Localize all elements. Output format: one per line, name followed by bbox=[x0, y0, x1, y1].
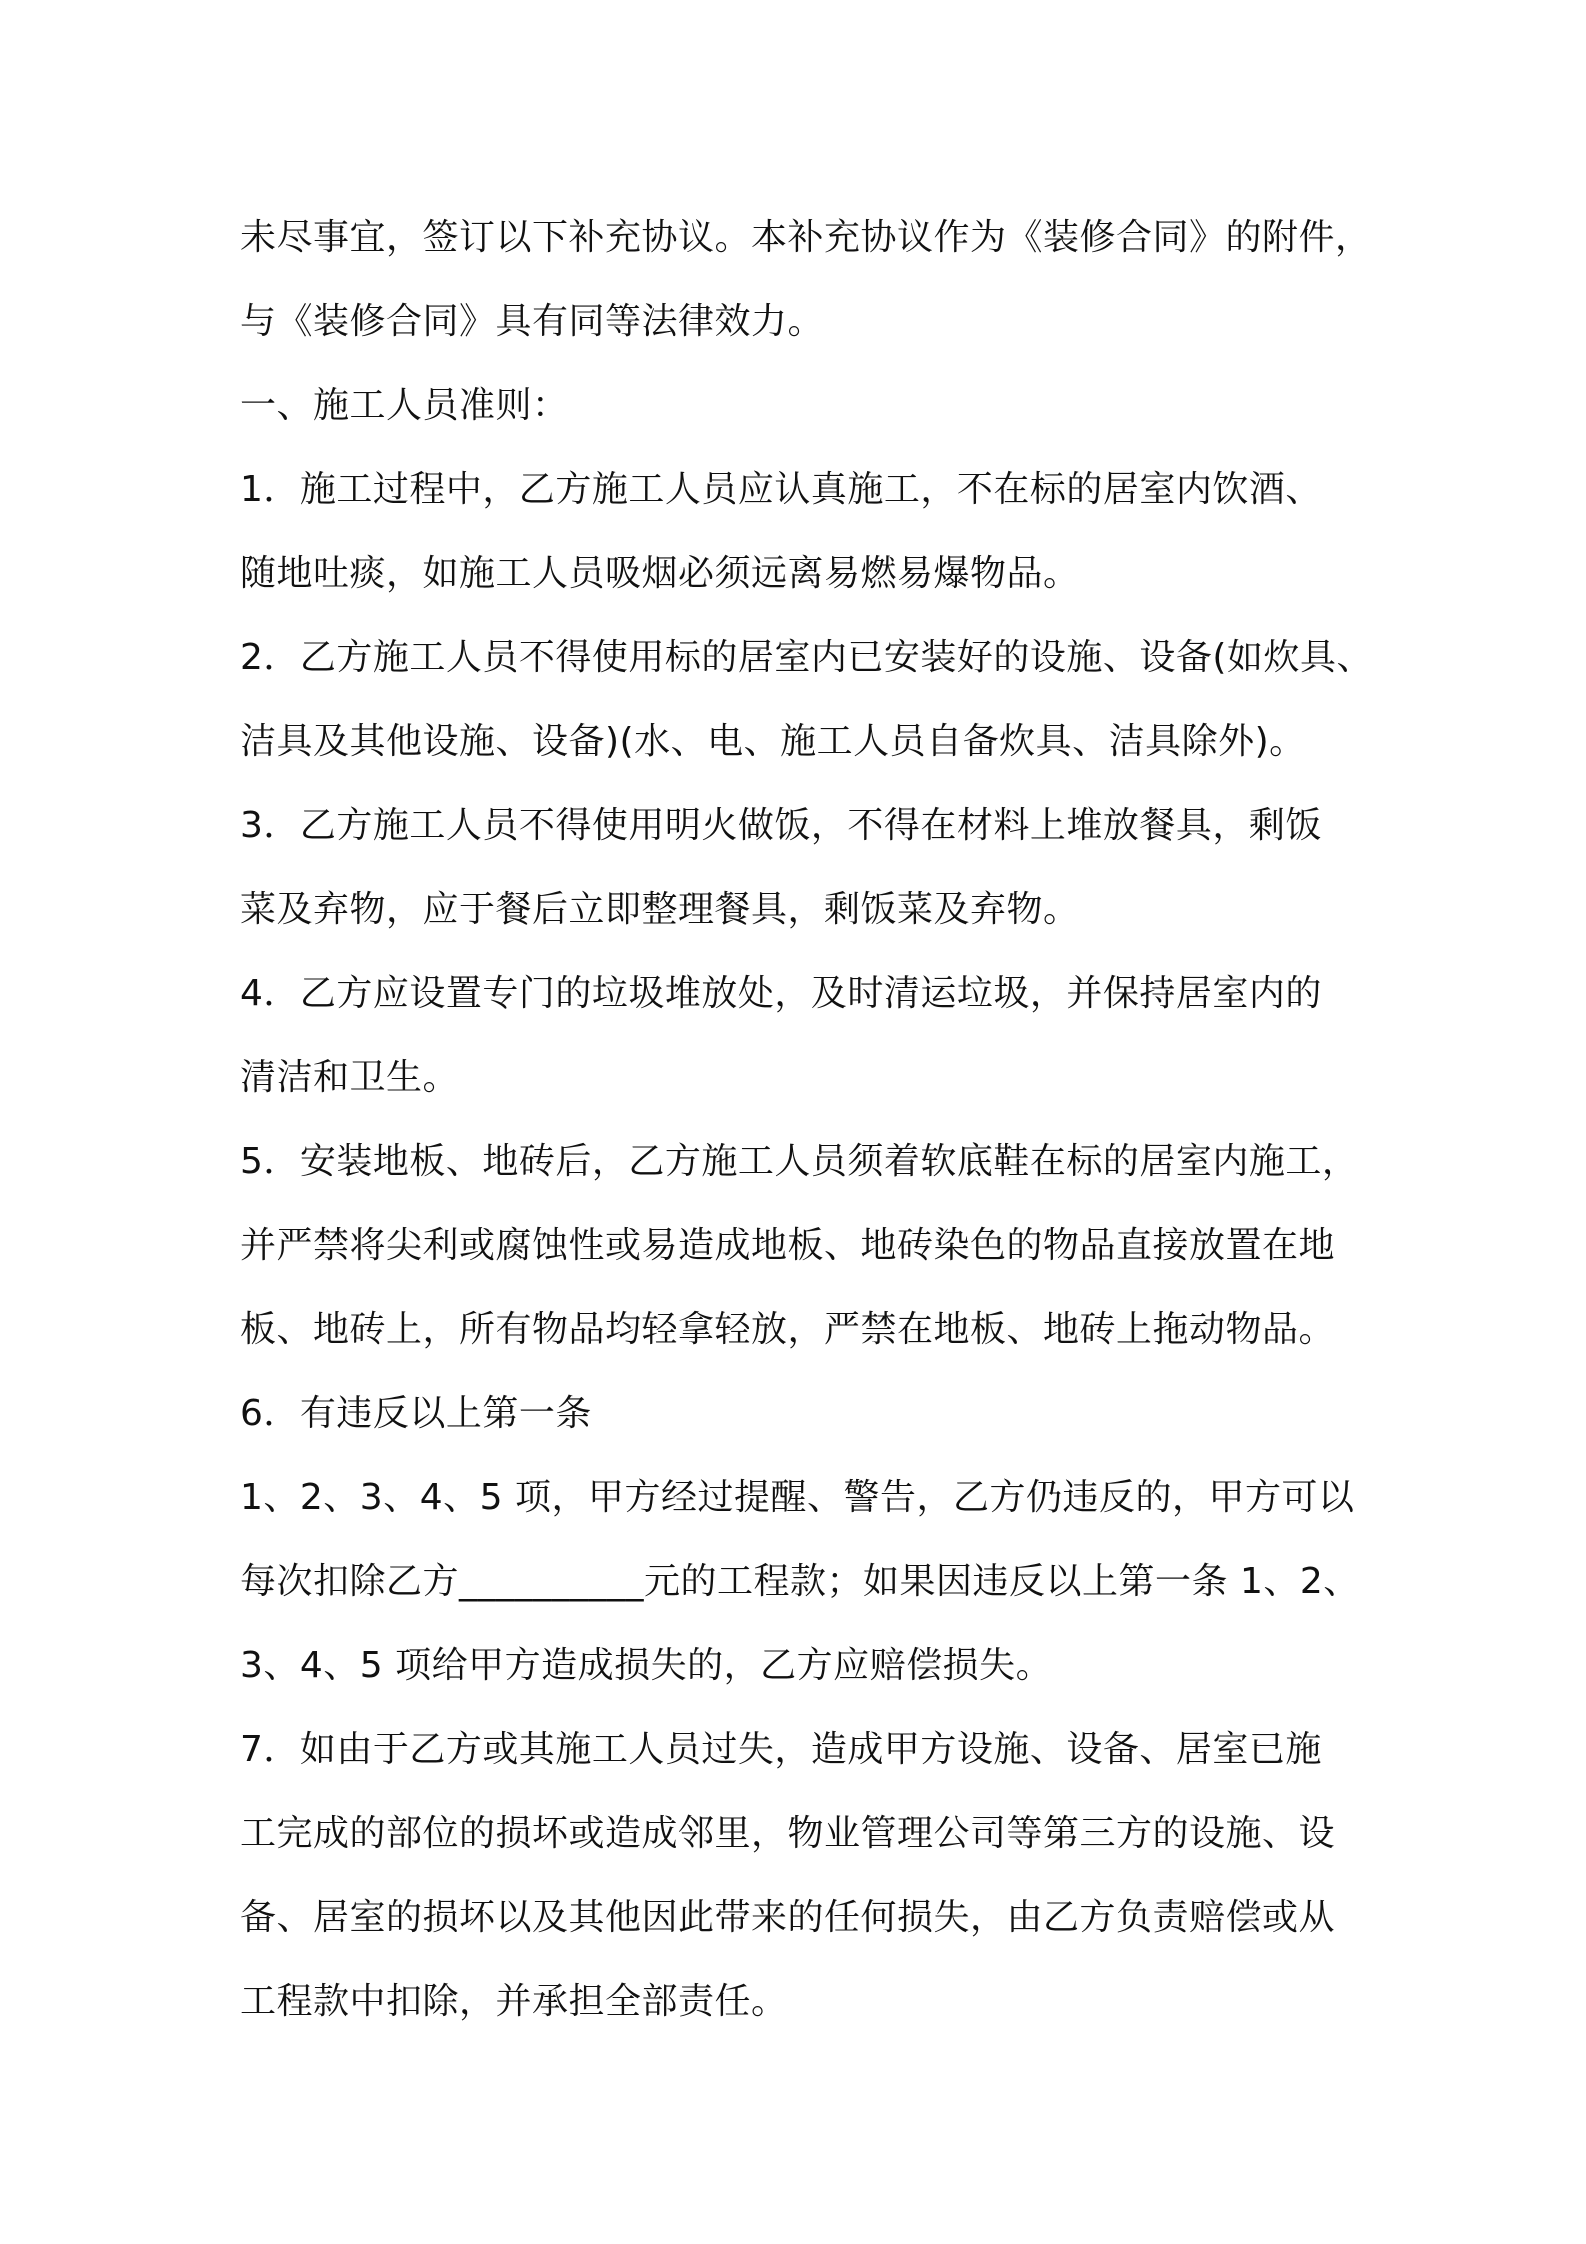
text-line: 2．乙方施工人员不得使用标的居室内已安装好的设施、设备(如炊具、 bbox=[240, 637, 1373, 678]
text-line: 清洁和卫生。 bbox=[240, 1057, 460, 1098]
text-line: 板、地砖上，所有物品均轻拿轻放，严禁在地板、地砖上拖动物品。 bbox=[240, 1309, 1336, 1350]
text-line: 工程款中扣除，并承担全部责任。 bbox=[240, 1981, 788, 2022]
text-line: 工完成的部位的损坏或造成邻里，物业管理公司等第三方的设施、设 bbox=[240, 1813, 1336, 1854]
section-heading: 一、施工人员准则： bbox=[240, 385, 569, 426]
text-line: 每次扣除乙方__________元的工程款；如果因违反以上第一条 1、2、 bbox=[240, 1561, 1360, 1602]
text-line: 未尽事宜，签订以下补充协议。本补充协议作为《装修合同》的附件， bbox=[240, 217, 1372, 258]
text-line: 备、居室的损坏以及其他因此带来的任何损失，由乙方负责赔偿或从 bbox=[240, 1897, 1336, 1938]
text-line: 洁具及其他设施、设备)(水、电、施工人员自备炊具、洁具除外)。 bbox=[240, 721, 1306, 762]
text-line: 1．施工过程中，乙方施工人员应认真施工，不在标的居室内饮酒、 bbox=[240, 469, 1322, 510]
text-line: 4．乙方应设置专门的垃圾堆放处，及时清运垃圾，并保持居室内的 bbox=[240, 973, 1322, 1014]
text-line: 菜及弃物，应于餐后立即整理餐具，剩饭菜及弃物。 bbox=[240, 889, 1080, 930]
text-line: 5．安装地板、地砖后，乙方施工人员须着软底鞋在标的居室内施工， bbox=[240, 1141, 1359, 1182]
text-line: 6．有违反以上第一条 bbox=[240, 1393, 592, 1434]
text-line: 随地吐痰，如施工人员吸烟必须远离易燃易爆物品。 bbox=[240, 553, 1080, 594]
text-line: 7．如由于乙方或其施工人员过失，造成甲方设施、设备、居室已施 bbox=[240, 1729, 1322, 1770]
text-line: 3．乙方施工人员不得使用明火做饭，不得在材料上堆放餐具，剩饭 bbox=[240, 805, 1322, 846]
text-line: 3、4、5 项给甲方造成损失的，乙方应赔偿损失。 bbox=[240, 1645, 1053, 1686]
text-line: 并严禁将尖利或腐蚀性或易造成地板、地砖染色的物品直接放置在地 bbox=[240, 1225, 1336, 1266]
text-line: 1、2、3、4、5 项，甲方经过提醒、警告，乙方仍违反的，甲方可以 bbox=[240, 1477, 1355, 1518]
text-line: 与《装修合同》具有同等法律效力。 bbox=[240, 301, 825, 342]
document-body bbox=[240, 196, 1386, 2044]
